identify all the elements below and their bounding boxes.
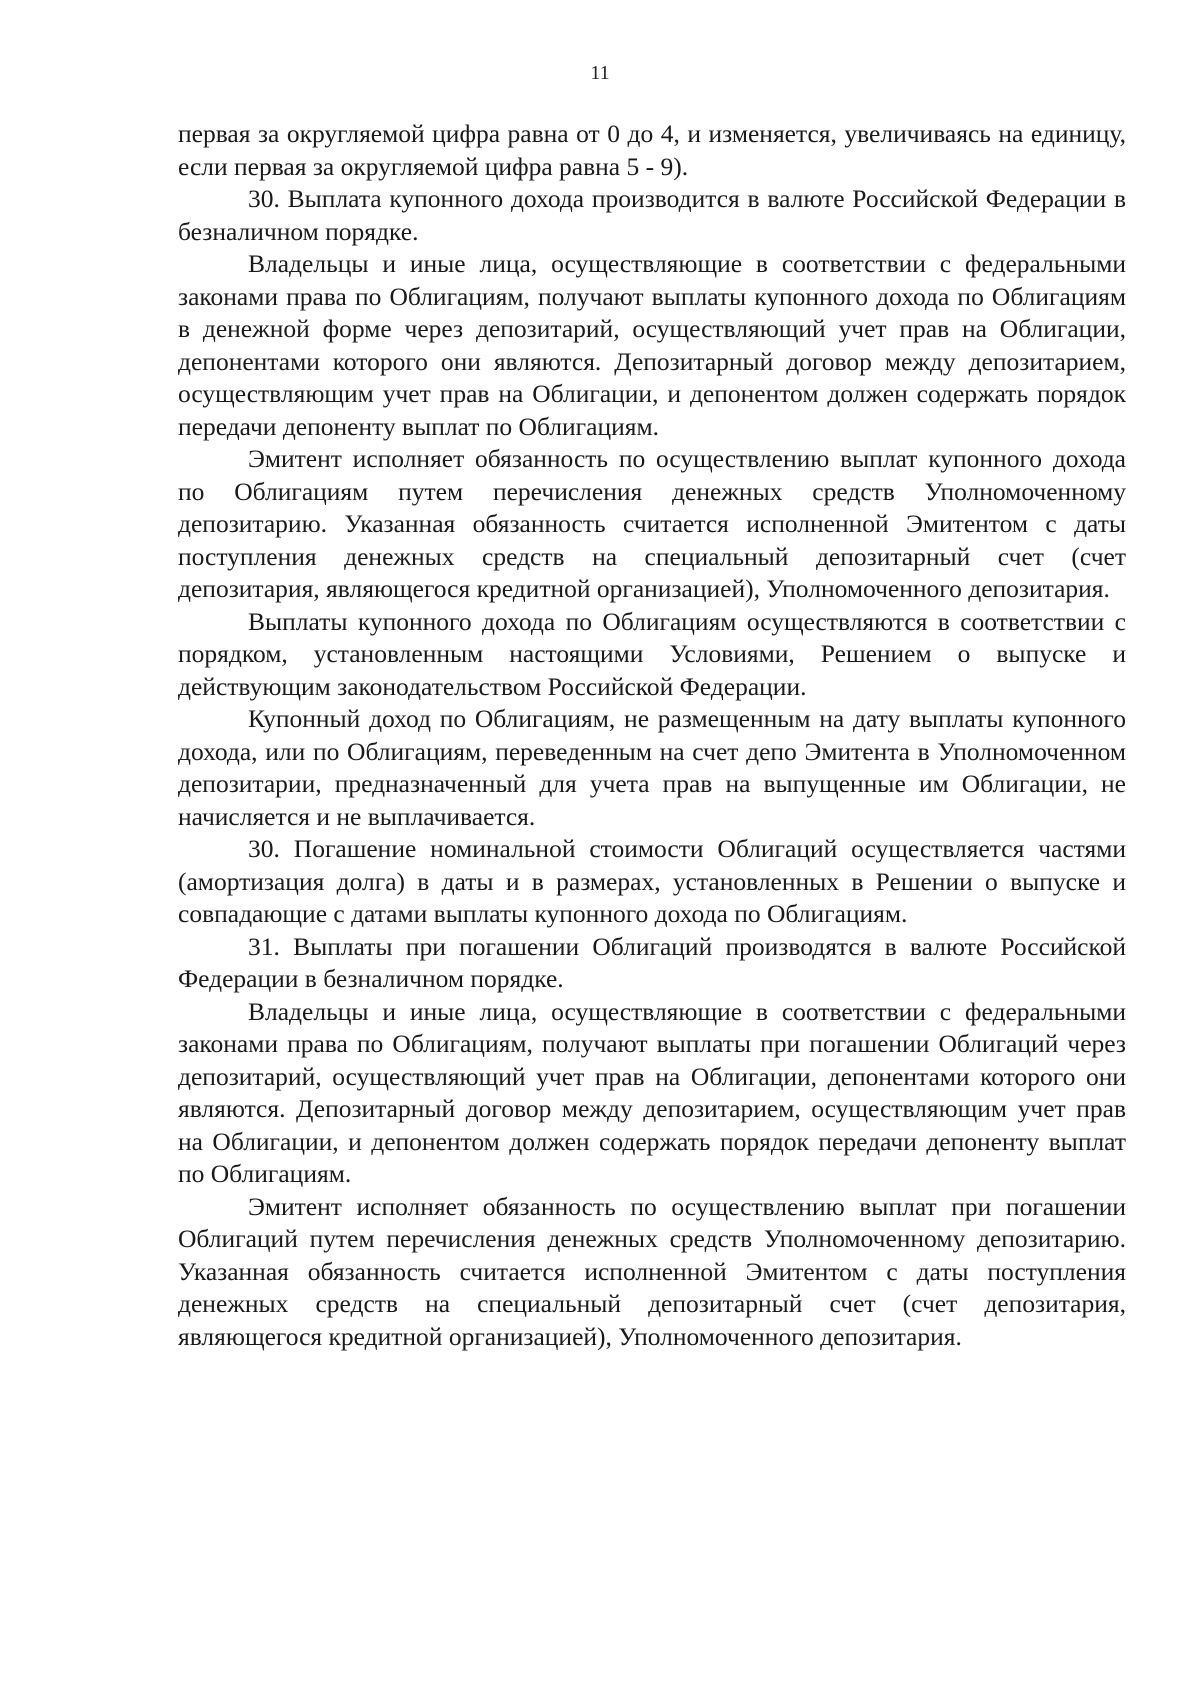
paragraph-redemption-currency: 31. Выплаты при погашении Облигаций производятся в валюте Российской Федерации в безналичном порядке. xyxy=(178,931,1126,993)
page-number: 11 xyxy=(590,62,610,84)
paragraph-coupon-payment-order: Выплаты купонного дохода по Облигациям осуществляются в соответствии с порядком, установленным настоящими Условиями, Решением о выпуске и действующим законодательством Российской Федерации. xyxy=(178,606,1126,701)
paragraph-coupon-not-accrued: Купонный доход по Облигациям, не размещенным на дату выплаты купонного дохода, или по Облигациям, переведенным на счет депо Эмитента в Уполномоченном депозитарии, предназначенный для учета прав на выпущенные им Облигации, не начисляется и не выплачивается. xyxy=(178,704,1126,831)
document-body xyxy=(178,118,1126,1353)
paragraph-coupon-currency: 30. Выплата купонного дохода производится в валюте Российской Федерации в безналичном порядке. xyxy=(178,184,1126,246)
paragraph-coupon-issuer-obligation: Эмитент исполняет обязанность по осуществлению выплат купонного дохода по Облигациям путем перечисления денежных средств Уполномоченному депозитарию. Указанная обязанность считается исполненной Эмитентом с даты поступления денежных средств на специальный депозитарный счет (счет депозитария, являющегося кредитной организацией), Уполномоченного депозитария. xyxy=(178,444,1126,603)
paragraph-coupon-owners: Владельцы и иные лица, осуществляющие в соответствии с федеральными законами права по Облигациям, получают выплаты купонного дохода по Облигациям в денежной форме через депозитарий, осуществляющий учет прав на Облигации, депонентами которого они являются. Депозитарный договор между депозитарием, осуществляющим учет прав на Облигации, и депонентом должен содержать порядок передачи депоненту выплат по Облигациям. xyxy=(178,249,1126,441)
paragraph-amortization: 30. Погашение номинальной стоимости Облигаций осуществляется частями (амортизация долга) в даты и в размерах, установленных в Решении о выпуске и совпадающие с датами выплаты купонного дохода по Облигациям. xyxy=(178,834,1126,928)
paragraph-redemption-issuer-obligation: Эмитент исполняет обязанность по осуществлению выплат при погашении Облигаций путем перечисления денежных средств Уполномоченному депозитарию. Указанная обязанность считается исполненной Эмитентом с даты поступления денежных средств на специальный депозитарный счет (счет депозитария, являющегося кредитной организацией), Уполномоченного депозитария. xyxy=(178,1191,1126,1351)
paragraph-rounding-continuation: первая за округляемой цифра равна от 0 до 4, и изменяется, увеличиваясь на единицу, если первая за округляемой цифра равна 5 - 9). xyxy=(178,119,1126,181)
paragraph-redemption-owners: Владельцы и иные лица, осуществляющие в соответствии с федеральными законами права по Облигациям, получают выплаты при погашении Облигаций через депозитарий, осуществляющий учет прав на Облигации, депонентами которого они являются. Депозитарный договор между депозитарием, осуществляющим учет прав на Облигации, и депонентом должен содержать порядок передачи депоненту выплат по Облигациям. xyxy=(178,996,1126,1188)
